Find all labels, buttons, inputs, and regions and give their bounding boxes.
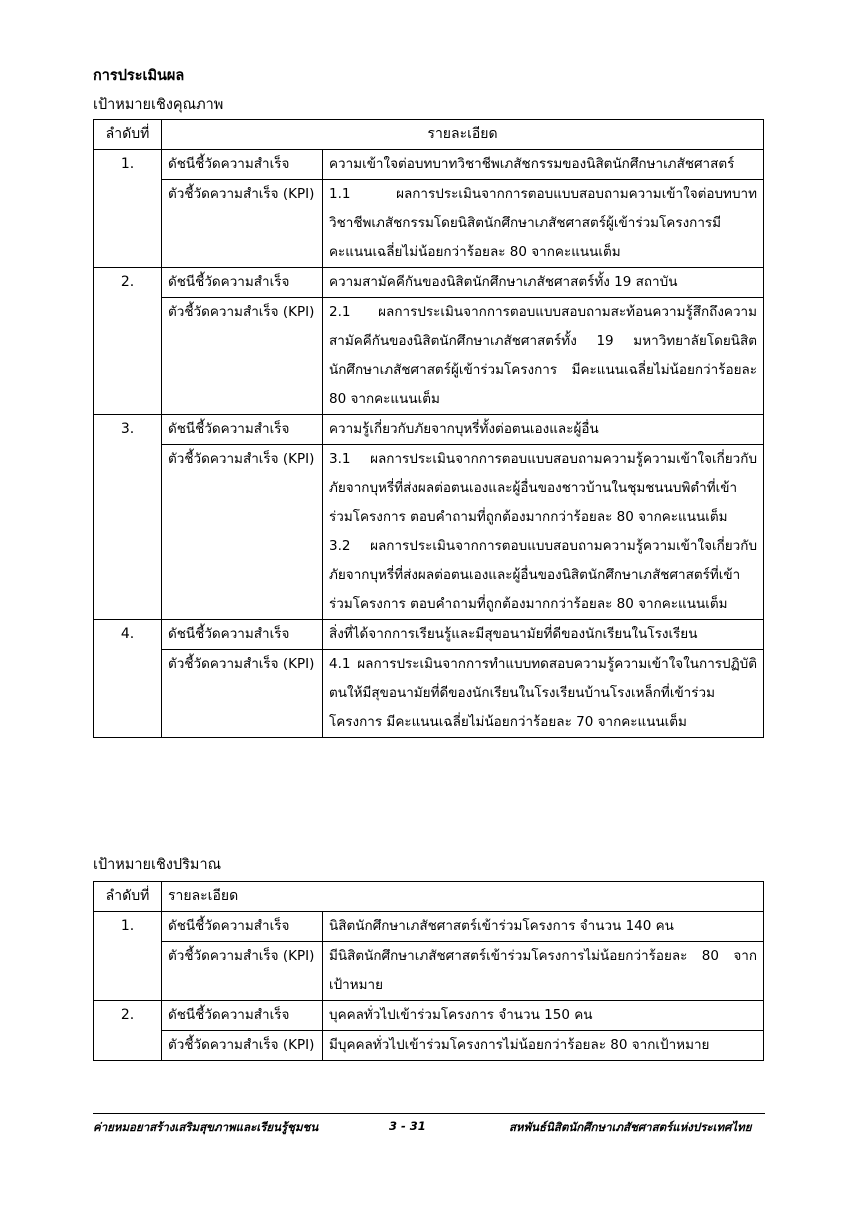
kpi-label: ตัวชี้วัดความสำเร็จ (KPI) — [162, 942, 323, 1001]
kpi-item: มีนิสิตนักศึกษาเภสัชศาสตร์เข้าร่วมโครงการไม่น้อยกว่าร้อยละ 80 จากเป้าหมาย — [329, 948, 758, 993]
kpi-item: 3.1 ผลการประเมินจากการตอบแบบสอบถามความรู้ความเข้าใจเกี่ยวกับภัยจากบุหรี่ที่ส่งผลต่อตนเองและผู้อื่นของชาวบ้านในชุมชนนบพิตำที่เข้าร่วมโครงการ ตอบคำถามที่ถูกต้องมากกว่าร้อยละ 80 จากคะแนนเต็ม — [329, 451, 758, 525]
row-number: 1. — [94, 150, 162, 268]
quantity-table — [93, 881, 764, 1061]
quantity-heading: เป้าหมายเชิงปริมาณ — [93, 857, 222, 873]
indicator-label: ดัชนีชี้วัดความสำเร็จ — [162, 150, 323, 180]
kpi-label: ตัวชี้วัดความสำเร็จ (KPI) — [162, 1031, 323, 1061]
indicator-label: ดัชนีชี้วัดความสำเร็จ — [162, 415, 323, 445]
kpi-text — [323, 298, 764, 415]
row-number: 4. — [94, 620, 162, 738]
kpi-label: ตัวชี้วัดความสำเร็จ (KPI) — [162, 180, 323, 268]
col-detail-header: รายละเอียด — [162, 120, 764, 150]
quality-table-header — [94, 120, 764, 150]
row-number: 2. — [94, 268, 162, 415]
page-number: 3 - 31 — [389, 1119, 426, 1133]
kpi-text — [323, 650, 764, 738]
table-row — [94, 415, 764, 445]
table-row — [94, 268, 764, 298]
table-row — [94, 180, 764, 268]
indicator-label: ดัชนีชี้วัดความสำเร็จ — [162, 620, 323, 650]
indicator-text: นิสิตนักศึกษาเภสัชศาสตร์เข้าร่วมโครงการ จำนวน 140 คน — [323, 912, 764, 942]
indicator-text: บุคคลทั่วไปเข้าร่วมโครงการ จำนวน 150 คน — [323, 1001, 764, 1031]
table-row — [94, 150, 764, 180]
table-row — [94, 1031, 764, 1061]
kpi-text — [323, 942, 764, 1001]
table-row — [94, 620, 764, 650]
quality-heading: เป้าหมายเชิงคุณภาพ — [93, 97, 224, 113]
footer-right: สหพันธ์นิสิตนักศึกษาเภสัชศาสตร์แห่งประเทศไทย — [509, 1120, 752, 1134]
kpi-label: ตัวชี้วัดความสำเร็จ (KPI) — [162, 650, 323, 738]
indicator-label: ดัชนีชี้วัดความสำเร็จ — [162, 912, 323, 942]
kpi-item: 2.1 ผลการประเมินจากการตอบแบบสอบถามสะท้อนความรู้สึกถึงความสามัคคีกันของนิสิตนักศึกษาเภสัชศาสตร์ทั้ง 19 มหาวิทยาลัยโดยนิสิตนักศึกษาเภสัชศาสตร์ผู้เข้าร่วมโครงการ มีคะแนนเฉลี่ยไม่น้อยกว่าร้อยละ 80 จากคะแนนเต็ม — [329, 304, 758, 407]
kpi-item: 3.2 ผลการประเมินจากการตอบแบบสอบถามความรู้ความเข้าใจเกี่ยวกับภัยจากบุหรี่ที่ส่งผลต่อตนเองและผู้อื่นของนิสิตนักศึกษาเภสัชศาสตร์ที่เข้าร่วมโครงการ ตอบคำถามที่ถูกต้องมากกว่าร้อยละ 80 จากคะแนนเต็ม — [329, 538, 758, 612]
footer-left: ค่ายหมอยาสร้างเสริมสุขภาพและเรียนรู้ชุมชน — [93, 1120, 319, 1134]
footer-divider — [93, 1113, 765, 1114]
indicator-text: ความรู้เกี่ยวกับภัยจากบุหรี่ทั้งต่อตนเองและผู้อื่น — [323, 415, 764, 445]
table-row — [94, 445, 764, 620]
table-row — [94, 298, 764, 415]
kpi-label: ตัวชี้วัดความสำเร็จ (KPI) — [162, 298, 323, 415]
kpi-text — [323, 445, 764, 620]
row-number: 2. — [94, 1001, 162, 1061]
table-row — [94, 1001, 764, 1031]
table-row — [94, 942, 764, 1001]
kpi-item: 4.1 ผลการประเมินจากการทำแบบทดสอบความรู้ความเข้าใจในการปฏิบัติตนให้มีสุขอนามัยที่ดีของนักเรียนในโรงเรียนบ้านโรงเหล็กที่เข้าร่วมโครงการ มีคะแนนเฉลี่ยไม่น้อยกว่าร้อยละ 70 จากคะแนนเต็ม — [329, 656, 758, 730]
col-no-header: ลำดับที่ — [94, 882, 162, 912]
kpi-text — [323, 180, 764, 268]
indicator-text: สิ่งที่ได้จากการเรียนรู้และมีสุขอนามัยที่ดีของนักเรียนในโรงเรียน — [323, 620, 764, 650]
indicator-text: ความสามัคคีกันของนิสิตนักศึกษาเภสัชศาสตร์ทั้ง 19 สถาบัน — [323, 268, 764, 298]
kpi-text — [323, 1031, 764, 1061]
row-number: 3. — [94, 415, 162, 620]
col-detail-header: รายละเอียด — [162, 882, 764, 912]
indicator-text: ความเข้าใจต่อบทบาทวิชาชีพเภสัชกรรมของนิสิตนักศึกษาเภสัชศาสตร์ — [323, 150, 764, 180]
kpi-item: มีบุคคลทั่วไปเข้าร่วมโครงการไม่น้อยกว่าร้อยละ 80 จากเป้าหมาย — [329, 1037, 710, 1053]
indicator-label: ดัชนีชี้วัดความสำเร็จ — [162, 1001, 323, 1031]
table-row — [94, 650, 764, 738]
kpi-item: 1.1 ผลการประเมินจากการตอบแบบสอบถามความเข้าใจต่อบทบาทวิชาชีพเภสัชกรรมโดยนิสิตนักศึกษาเภสัชศาสตร์ผู้เข้าร่วมโครงการมีคะแนนเฉลี่ยไม่น้อยกว่าร้อยละ 80 จากคะแนนเต็ม — [329, 186, 758, 260]
indicator-label: ดัชนีชี้วัดความสำเร็จ — [162, 268, 323, 298]
kpi-label: ตัวชี้วัดความสำเร็จ (KPI) — [162, 445, 323, 620]
quantity-table-header — [94, 882, 764, 912]
table-row — [94, 912, 764, 942]
quality-table — [93, 119, 764, 738]
row-number: 1. — [94, 912, 162, 1001]
col-no-header: ลำดับที่ — [94, 120, 162, 150]
section-title: การประเมินผล — [93, 68, 185, 84]
